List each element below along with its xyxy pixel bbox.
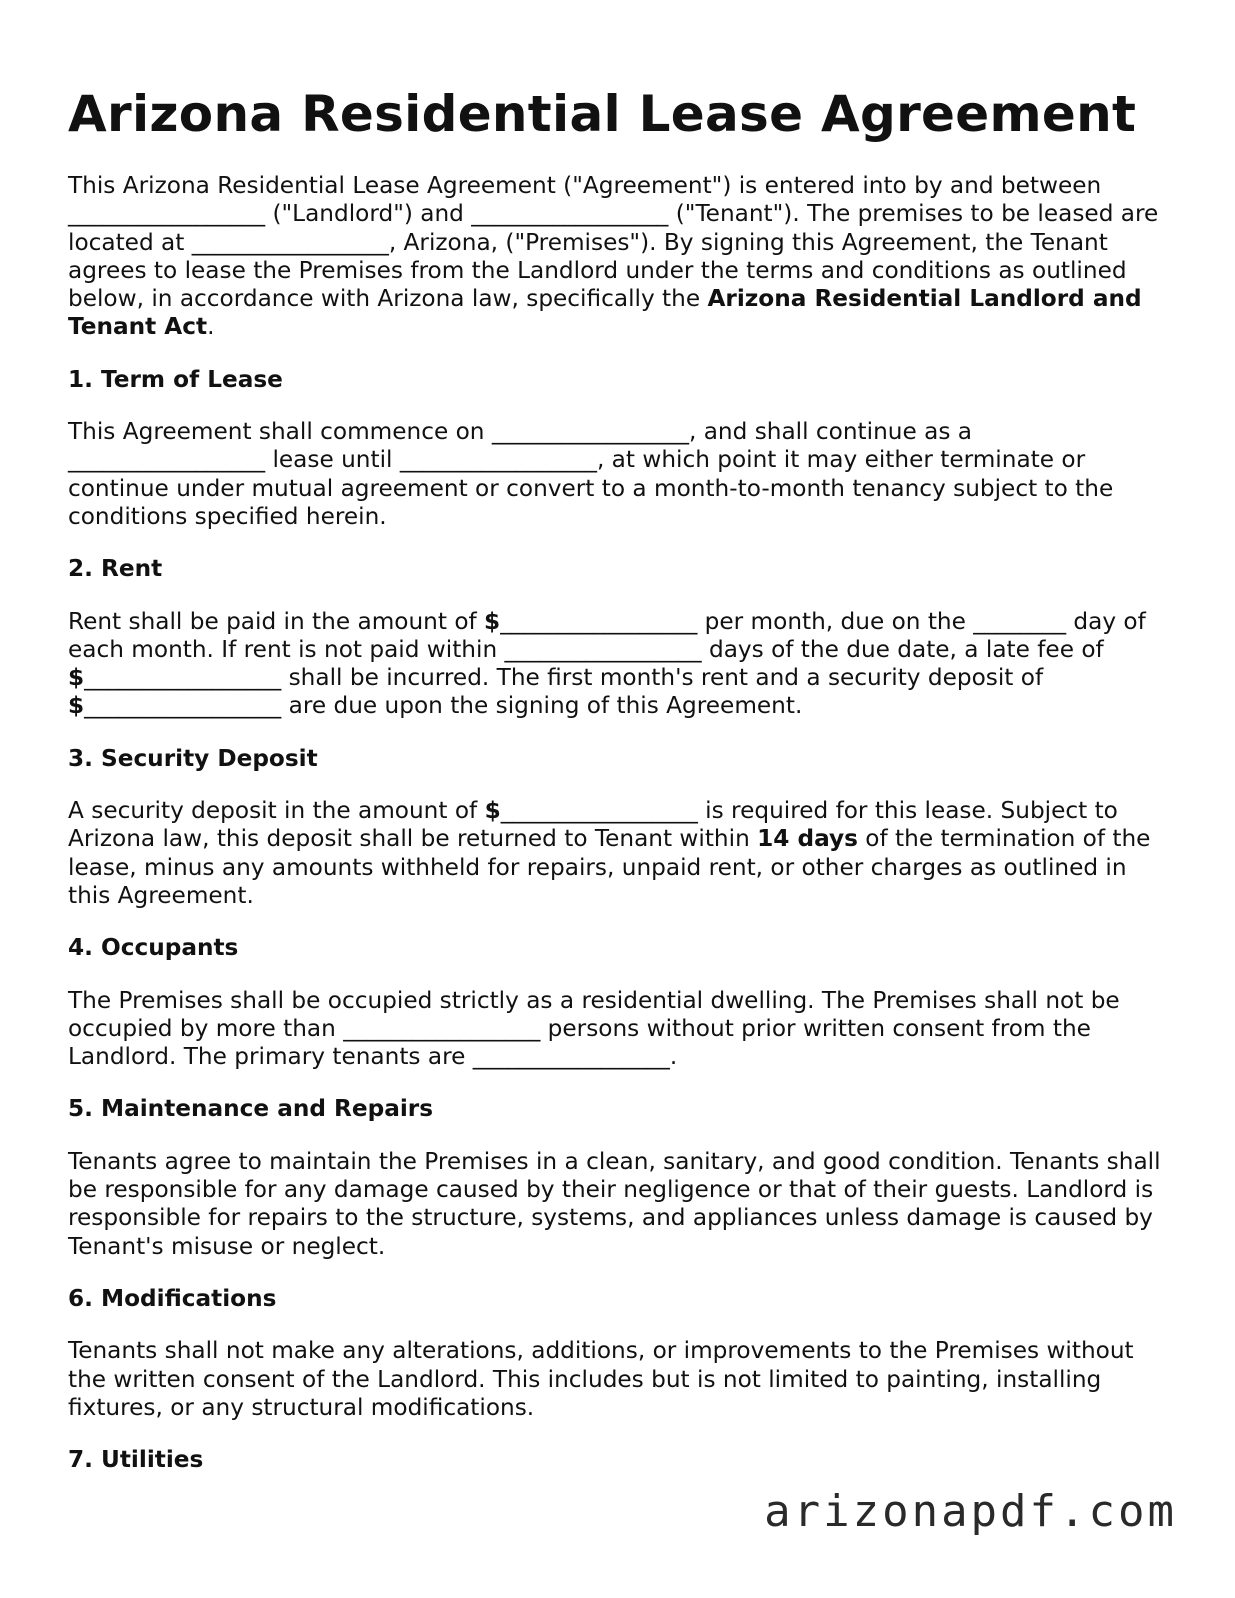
intro-text: This Arizona Residential Lease Agreement ("Agreement") is entered into by and between — [68, 172, 1102, 199]
section-body: Tenants shall not make any alterations, additions, or improvements to the Premises without the written consent of the Landlord. This includes but is not limited to painting, installing fixtures, or any structural modifications. — [68, 1337, 1134, 1421]
return-days: 14 days — [757, 825, 858, 853]
rent-amount-blank: _________________ — [500, 607, 698, 635]
premises-address-blank: _________________ — [191, 228, 389, 256]
deposit-text: A security deposit in the amount of — [68, 797, 485, 825]
section-utilities — [68, 1446, 1168, 1474]
rent-text: per month, due on the — [697, 607, 974, 635]
end-date-blank: _________________ — [399, 446, 597, 474]
rent-text: Rent shall be paid in the amount of — [68, 607, 485, 635]
late-fee-blank: _________________ — [84, 664, 282, 692]
deposit-text: of the termination of the lease, minus any amounts withheld for repairs, unpaid rent, or other charges as outlined in this Agreement. — [68, 825, 1151, 909]
section-body — [68, 797, 1168, 910]
occupants-text: The Premises shall be occupied strictly as a residential dwelling. The Premises shall not be occupied by more than — [68, 986, 1120, 1042]
due-day-blank: ________ — [973, 607, 1067, 635]
security-deposit-blank: _________________ — [500, 797, 698, 825]
intro-text: ("Tenant"). The premises to be leased are located at — [68, 200, 1159, 256]
lease-type-blank: _________________ — [68, 446, 266, 474]
dollar-sign: $ — [68, 664, 85, 692]
start-date-blank: _________________ — [491, 418, 689, 446]
section-rent — [68, 555, 1168, 720]
section-heading: 4. Occupants — [68, 934, 239, 962]
section-security-deposit — [68, 745, 1168, 910]
rent-text: shall be incurred. The first month's rent and a security deposit of — [281, 664, 1044, 692]
term-text: lease until — [265, 446, 400, 474]
section-occupants — [68, 934, 1168, 1071]
rent-text: days of the due date, a late fee of — [701, 635, 1104, 663]
rent-text: are due upon the signing of this Agreement. — [281, 692, 803, 720]
act-name: Arizona Residential Landlord and Tenant Act — [68, 285, 1142, 341]
max-occupants-blank: _________________ — [343, 1014, 541, 1042]
section-modifications — [68, 1285, 1168, 1422]
document-page — [68, 82, 1168, 1474]
dollar-sign: $ — [484, 797, 501, 825]
intro-text: ("Landlord") and — [265, 200, 472, 228]
term-text: , at which point it may either terminate or continue under mutual agreement or convert to a month-to-month tenancy subject to the conditions specified herein. — [68, 446, 1114, 530]
section-heading: 5. Maintenance and Repairs — [68, 1095, 434, 1123]
deposit-text: is required for this lease. Subject to Arizona law, this deposit shall be returned to Tenant within — [68, 797, 1118, 853]
intro-text: , Arizona, ("Premises"). By signing this Agreement, the Tenant agrees to lease the Premises from the Landlord under the terms and conditions as outlined below, in accordance with Arizona law, specifically the — [68, 228, 1127, 313]
intro-paragraph — [68, 172, 1168, 342]
dollar-sign: $ — [68, 692, 85, 720]
term-text: , and shall continue as a — [688, 418, 972, 446]
section-term — [68, 366, 1168, 531]
section-body — [68, 608, 1168, 721]
watermark: arizonapdf.com — [764, 1486, 1177, 1537]
section-body: Tenants agree to maintain the Premises in a clean, sanitary, and good condition. Tenants shall be responsible for any damage caused by their negligence or that of their guests. Landlord is responsible for repairs to the structure, systems, and appliances unless damage is caused by Tenant's misuse or neglect. — [68, 1147, 1161, 1260]
grace-days-blank: _________________ — [504, 635, 702, 663]
rent-text: day of each month. If rent is not paid within — [68, 607, 1146, 663]
dollar-sign: $ — [484, 607, 501, 635]
tenant-name-blank: _________________ — [471, 200, 669, 228]
section-body — [68, 418, 1168, 531]
section-heading: 1. Term of Lease — [68, 365, 283, 393]
section-heading: 3. Security Deposit — [68, 744, 318, 772]
section-heading: 6. Modifications — [68, 1284, 277, 1312]
section-heading: 2. Rent — [68, 555, 163, 583]
section-heading: 7. Utilities — [68, 1446, 204, 1474]
section-maintenance — [68, 1095, 1168, 1260]
deposit-amount-blank: _________________ — [84, 692, 282, 720]
section-body — [68, 987, 1168, 1072]
document-title: Arizona Residential Lease Agreement — [68, 85, 1137, 143]
occupants-text: persons without prior written consent from the Landlord. The primary tenants are — [68, 1014, 1091, 1071]
term-text: This Agreement shall commence on — [68, 418, 492, 446]
primary-tenants-blank: _________________ — [472, 1043, 670, 1071]
intro-text: . — [207, 313, 215, 341]
occupants-text: . — [669, 1043, 678, 1071]
landlord-name-blank: _________________ — [68, 200, 266, 228]
